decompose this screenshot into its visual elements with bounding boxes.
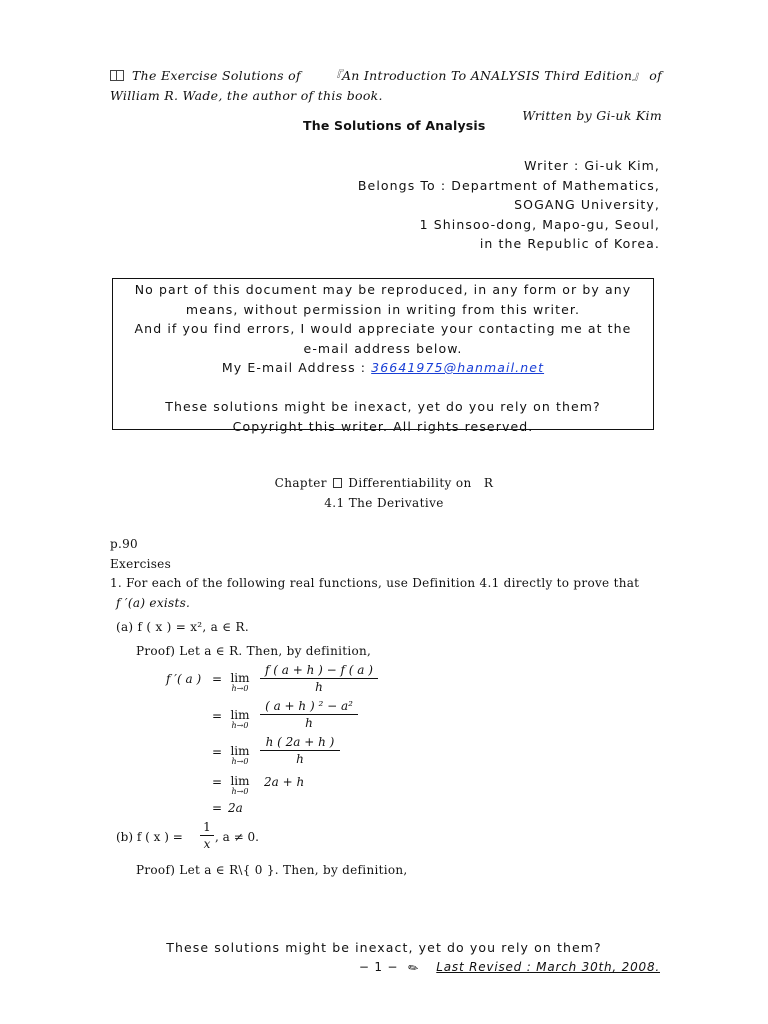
lim-subscript: h→0 — [231, 787, 249, 796]
lim-word: lim — [230, 774, 250, 788]
copyright-notice-box — [112, 278, 654, 434]
section-heading: 4.1 The Derivative — [324, 496, 444, 510]
document-title: The Solutions of Analysis — [303, 118, 486, 133]
equals-sign: = — [212, 709, 223, 723]
lim-word: lim — [230, 744, 250, 758]
fraction-numerator: 1 — [203, 820, 211, 834]
part-b-label: (b) f ( x ) = — [116, 830, 183, 844]
fraction-step-3 — [260, 735, 340, 766]
lim-word: lim — [230, 708, 250, 722]
part-a-statement: (a) f ( x ) = x², a ∈ R. — [116, 620, 249, 634]
email-label: My E-mail Address : — [221, 360, 372, 375]
email-link[interactable]: 36641975@hanmail.net — [371, 360, 545, 375]
derivative-lhs: f ′( a ) — [166, 672, 202, 686]
notice-closing-line: Copyright this writer. All rights reserved. — [232, 418, 534, 434]
fraction-step-1 — [260, 663, 378, 694]
limit-operator — [228, 672, 252, 693]
intro-line-1-left-wrap — [110, 66, 301, 86]
equals-sign: = — [212, 801, 223, 815]
chapter-set-symbol: R — [483, 476, 494, 490]
limit-operator — [228, 775, 252, 796]
limit-operator — [228, 745, 252, 766]
notice-line: means, without permission in writing from this writer. — [185, 301, 581, 317]
footer-note: These solutions might be inexact, yet do you rely on them? — [166, 940, 602, 955]
fraction-step-2 — [260, 699, 358, 730]
fraction-bar — [200, 835, 214, 836]
fraction-denominator: x — [203, 837, 211, 851]
intro-block — [110, 66, 662, 123]
equals-sign: = — [212, 745, 223, 759]
fraction-numerator: f ( a + h ) − f ( a ) — [265, 663, 373, 677]
step-5-result: 2a — [228, 801, 243, 815]
footer-line — [358, 959, 660, 977]
lim-subscript: h→0 — [231, 684, 249, 693]
fraction-bar — [260, 714, 358, 715]
chapter-title: Differentiability on — [348, 476, 472, 490]
intro-line-1-left: The Exercise Solutions of — [132, 68, 301, 83]
intro-line-1 — [110, 66, 662, 86]
problem-1-text: 1. For each of the following real functions, use Definition 4.1 directly to prove that — [110, 576, 640, 590]
chapter-word: Chapter — [274, 476, 327, 490]
intro-line-1-right: 『An Introduction To ANALYSIS Third Edition』 of — [329, 68, 662, 83]
exercises-heading: Exercises — [110, 557, 172, 571]
proof-a-intro: Proof) Let a ∈ R. Then, by definition, — [136, 644, 372, 658]
fraction-bar — [260, 678, 378, 679]
problem-1-text-cont: f ′(a) exists. — [116, 596, 191, 610]
fraction-denominator: h — [305, 716, 313, 730]
email-row — [113, 358, 653, 378]
page-reference: p.90 — [110, 537, 138, 551]
page-number: − 1 − — [358, 960, 399, 974]
book-icon — [110, 70, 124, 81]
chapter-number-glyph — [333, 478, 342, 488]
writer-line: Belongs To : Department of Mathematics, — [357, 177, 660, 193]
part-b-fraction — [200, 820, 214, 851]
notice-spacer — [113, 378, 653, 398]
chapter-heading — [0, 476, 768, 490]
lim-subscript: h→0 — [231, 757, 249, 766]
fraction-bar — [260, 750, 340, 751]
last-revised: Last Revised : March 30th, 2008. — [436, 960, 660, 974]
lim-word: lim — [230, 671, 250, 685]
proof-b-intro: Proof) Let a ∈ R\{ 0 }. Then, by definition, — [136, 863, 408, 877]
pen-icon: ✎ — [405, 959, 423, 977]
notice-line: No part of this document may be reproduced, in any form or by any — [134, 282, 632, 297]
fraction-numerator: h ( 2a + h ) — [265, 735, 335, 749]
step-4-expression: 2a + h — [264, 775, 305, 789]
notice-line: e-mail address below. — [303, 340, 463, 356]
equals-sign: = — [212, 672, 223, 686]
writer-line: Writer : Gi-uk Kim, — [524, 158, 660, 173]
writer-line: SOGANG University, — [514, 197, 660, 212]
fraction-numerator: ( a + h ) ² − a² — [265, 699, 353, 713]
notice-line: And if you find errors, I would appreciate your contacting me at the — [134, 321, 632, 336]
lim-subscript: h→0 — [231, 721, 249, 730]
writer-line: 1 Shinsoo-dong, Mapo-gu, Seoul, — [419, 216, 660, 232]
fraction-denominator: h — [296, 752, 304, 766]
writer-info — [358, 156, 660, 254]
part-b-condition: , a ≠ 0. — [215, 830, 259, 844]
byline: Written by Gi-uk Kim — [522, 108, 662, 123]
intro-line-2: William R. Wade, the author of this book. — [110, 88, 383, 103]
fraction-denominator: h — [315, 680, 323, 694]
writer-line: in the Republic of Korea. — [479, 236, 660, 251]
limit-operator — [228, 709, 252, 730]
notice-closing-line: These solutions might be inexact, yet do you rely on them? — [165, 399, 601, 414]
equals-sign: = — [212, 775, 223, 789]
